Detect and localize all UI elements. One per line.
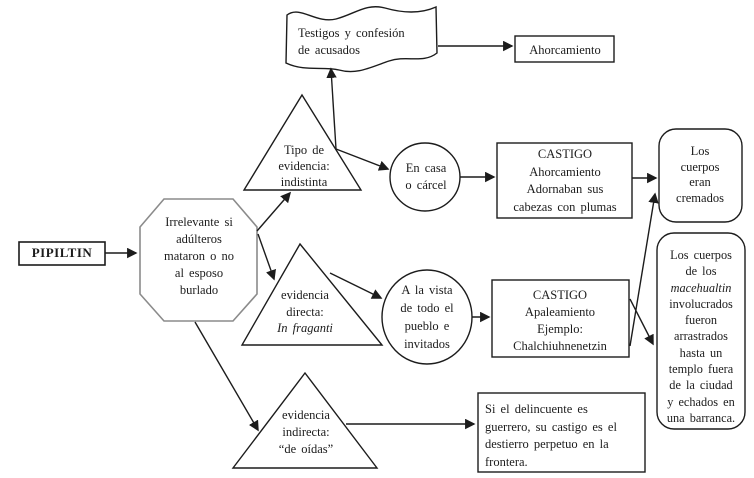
castigo-apaleamiento-label: CASTIGO Apaleamiento Ejemplo: Chalchiuhnenetzin: [513, 288, 607, 353]
cuerpos-cremados-label: Los cuerpos eran cremados: [676, 144, 724, 205]
en-casa-label: En casa o cárcel: [405, 161, 447, 192]
evidencia-indistinta-label: Tipo de evidencia: indistinta: [278, 143, 330, 189]
cuerpos-macehualtin-label: Los cuerpos de los macehualtin involucrados fueron arrastrados hasta un templo fuera de la ciudad y echados en una barranca.: [666, 248, 736, 425]
castigo-ahorcamiento-label: CASTIGO Ahorcamiento Adornaban sus cabezas con plumas: [513, 147, 617, 214]
condition-label: Irrelevante si adúlteros mataron o no al esposo burlado: [164, 215, 234, 297]
arrow-condition-indistinta: [257, 193, 290, 231]
destierro-label: Si el delincuente es guerrero, su castigo es el destierro perpetuo en la frontera.: [485, 402, 617, 469]
pipiltin-label: PIPILTIN: [31, 245, 93, 260]
evidencia-indirecta-label: evidencia indirecta: “de oídas”: [278, 408, 334, 456]
arrow-indistinta-testigos: [331, 69, 336, 149]
arrow-condition-directa: [258, 234, 274, 279]
a-la-vista-label: A la vista de todo el pueblo e invitados: [400, 283, 454, 351]
ahorcamiento-label: Ahorcamiento: [529, 43, 601, 57]
testigos-label: Testigos y confesión de acusados: [298, 26, 405, 57]
evidencia-directa-label: evidencia directa: In fraganti: [277, 288, 333, 335]
